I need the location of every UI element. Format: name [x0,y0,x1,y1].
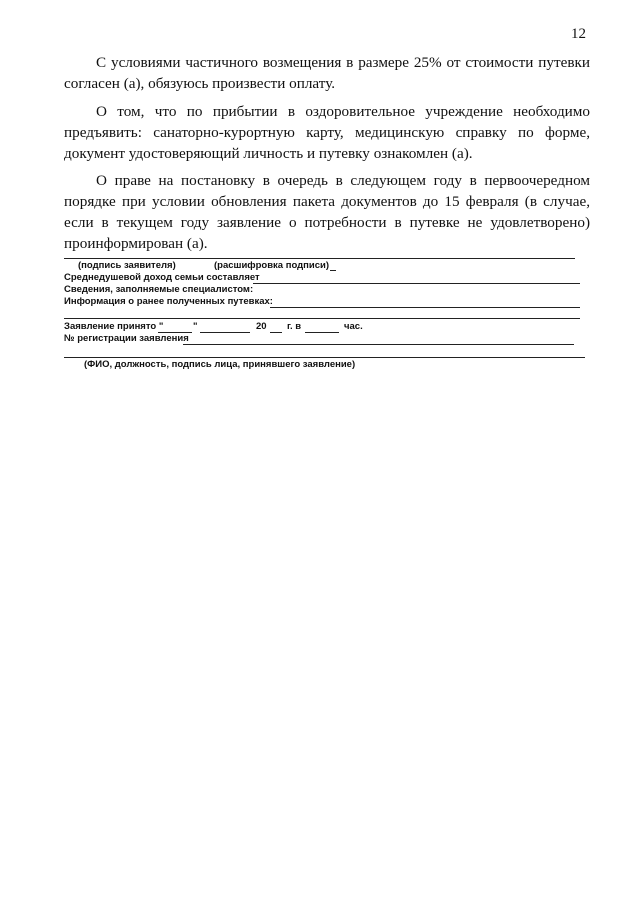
previous-vouchers-label: Информация о ранее полученных путевках: [64,296,273,307]
decoding-underscore [330,270,336,271]
signature-rule [64,258,575,259]
receiver-label: (ФИО, должность, подпись лица, принявшего заявление) [84,359,356,370]
previous-vouchers-rule-2 [64,318,580,319]
income-field[interactable] [253,283,580,284]
year-suffix: г. в [287,321,302,332]
accepted-label: Заявление принято " [64,321,164,332]
hour-field[interactable] [305,332,339,333]
paragraph-queue-right: О праве на постановку в очередь в следующем году в первоочередном порядке при условии обновления пакета документов до 15 февраля (в случае, если в текущем году заявление о потребности в путевке не удовлетворено) проинформирован (а). [64,172,590,252]
page-number: 12 [571,26,586,42]
previous-vouchers-field[interactable] [270,307,580,308]
signature-label: (подпись заявителя) [78,260,176,271]
paragraph-partial-compensation: С условиями частичного возмещения в размере 25% от стоимости путевки согласен (а), обязуюсь произвести оплату. [64,54,590,92]
registration-label: № регистрации заявления [64,333,189,344]
receiver-rule [64,357,585,358]
year-field[interactable] [270,332,282,333]
income-label: Среднедушевой доход семьи составляет [64,272,260,283]
hour-label: час. [344,321,363,332]
accepted-month-field[interactable] [200,332,250,333]
paragraph-required-documents: О том, что по прибытии в оздоровительное учреждение необходимо предъявить: санаторно-курортную карту, медицинскую справку по форме, документ удостоверяющий личность и путевку ознакомлен (а). [64,103,590,162]
year-prefix: 20 [256,321,267,332]
accepted-quote-close: " [193,321,198,332]
decoding-label: (расшифровка подписи) [214,260,330,271]
specialist-label: Сведения, заполняемые специалистом: [64,284,254,295]
registration-field[interactable] [183,344,574,345]
